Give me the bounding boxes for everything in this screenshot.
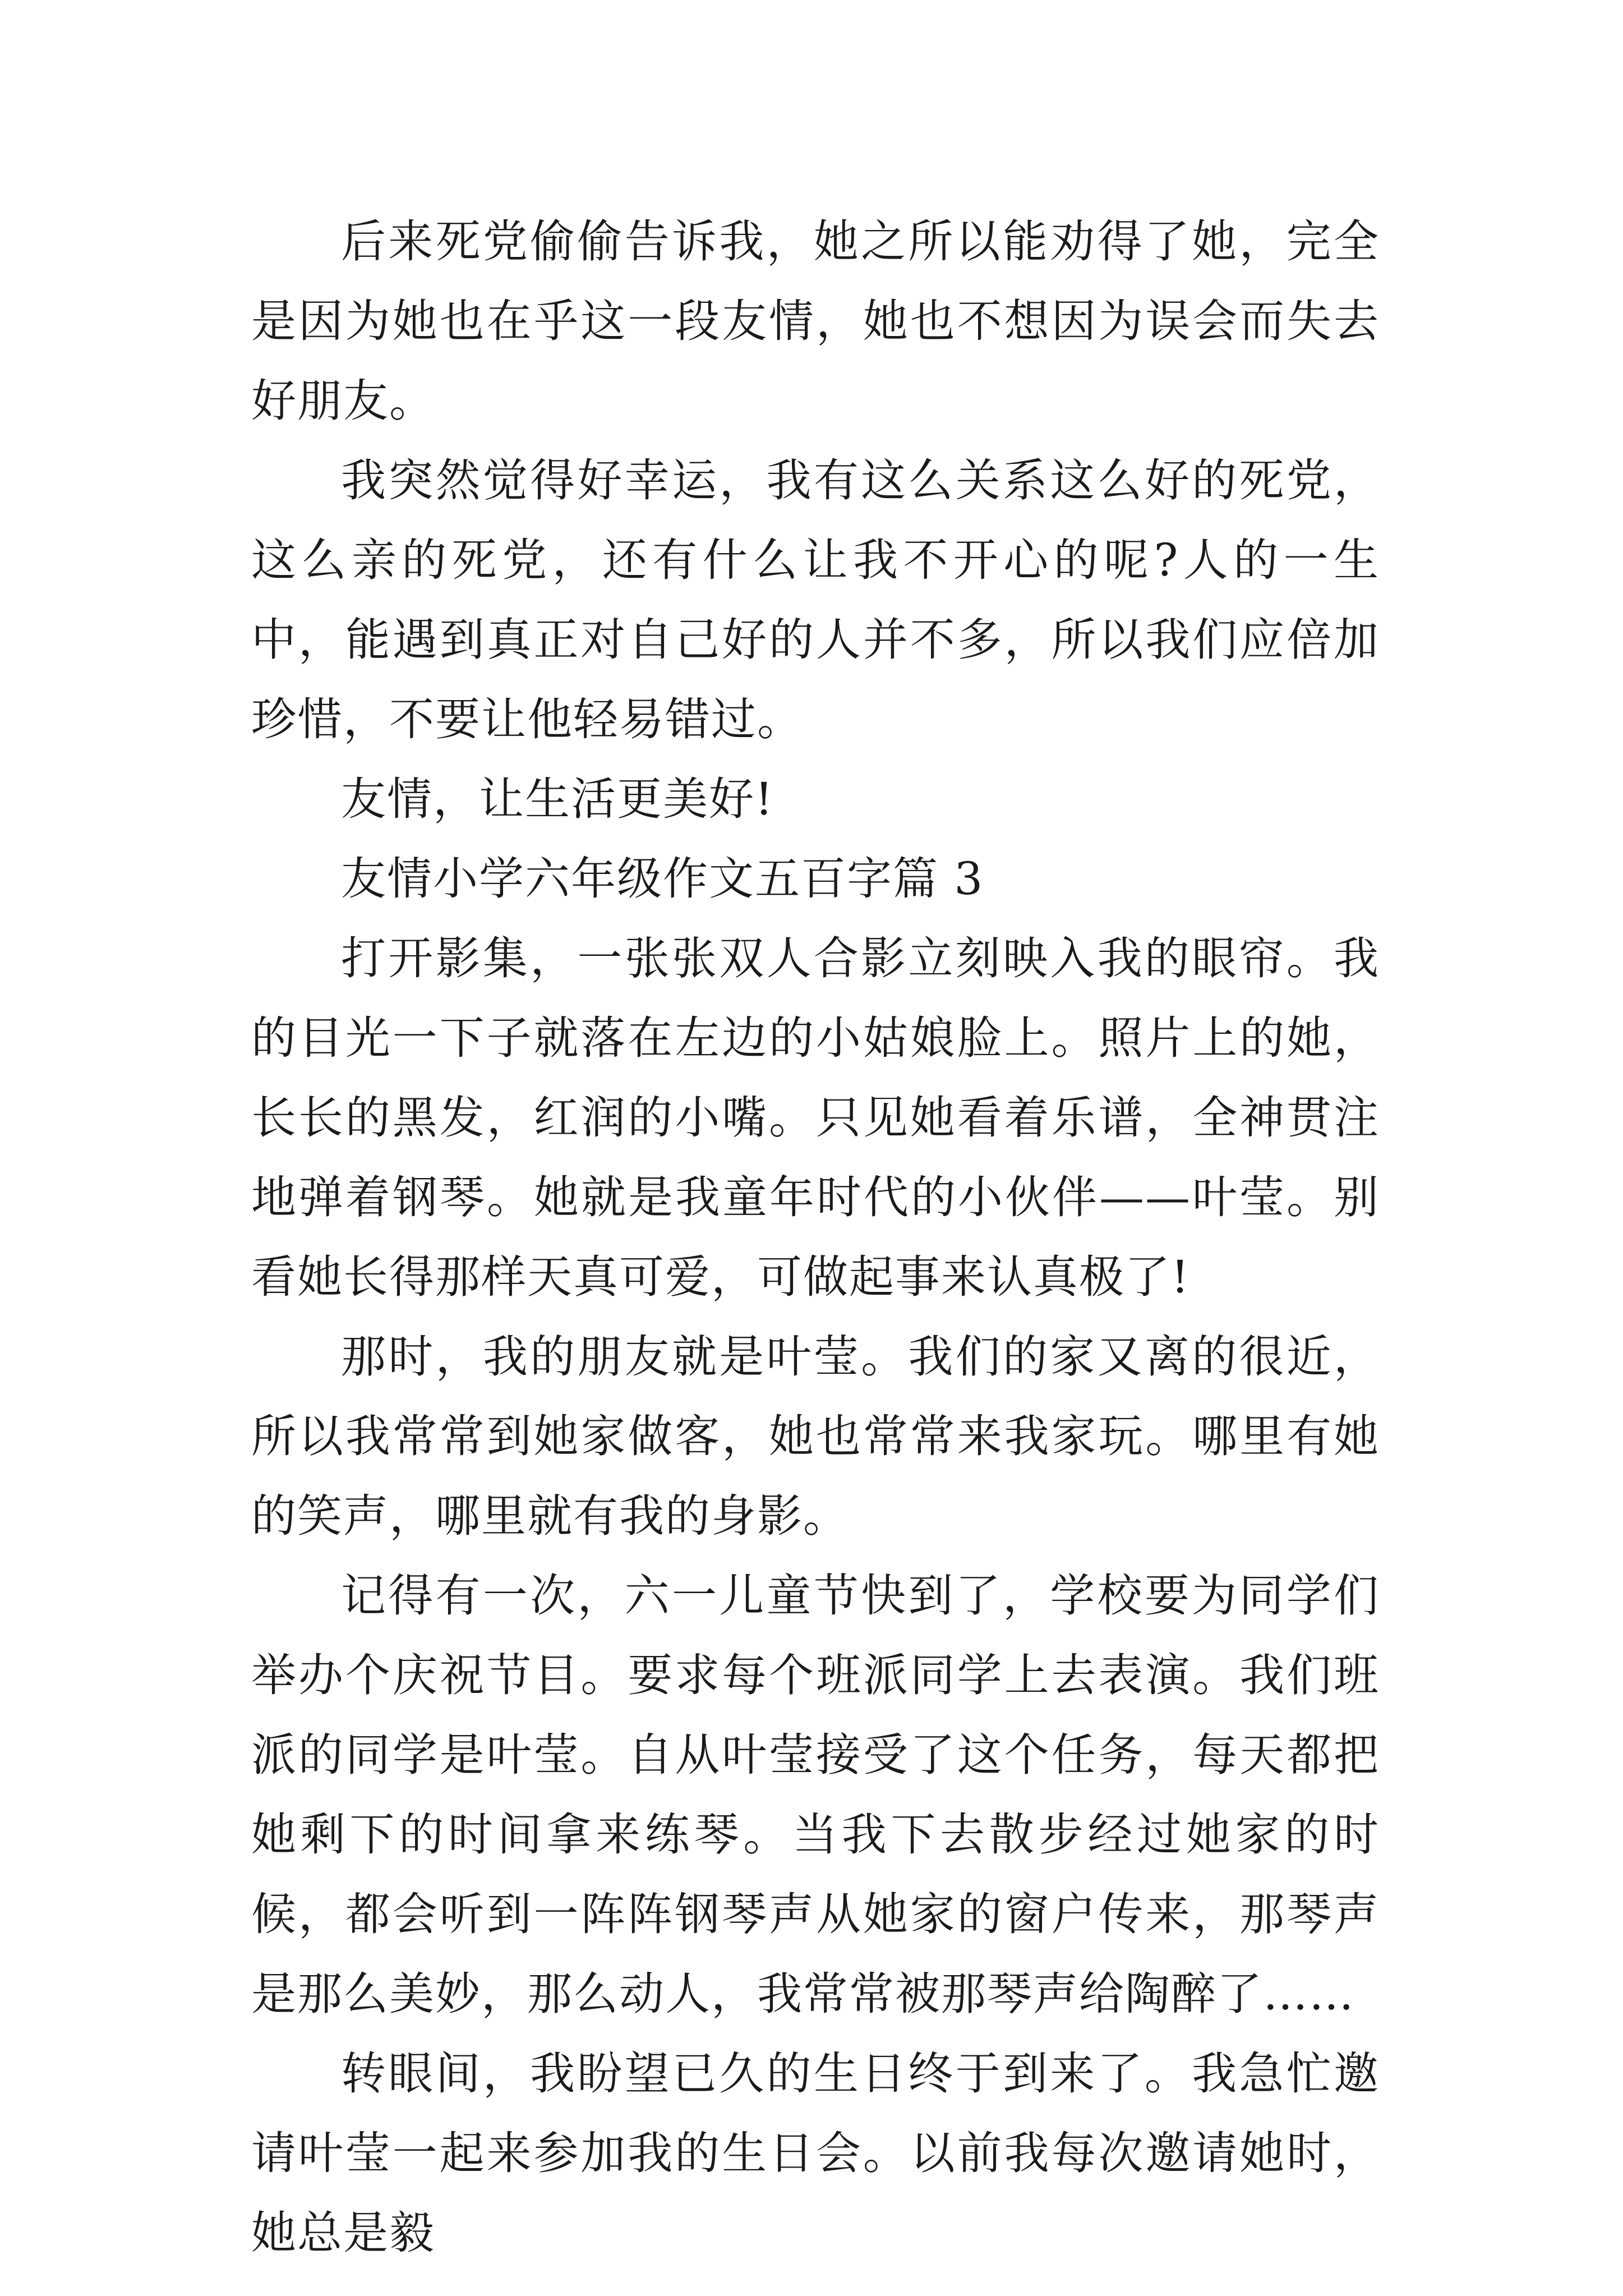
paragraph-8: 转眼间，我盼望已久的生日终于到来了。我急忙邀请叶莹一起来参加我的生日会。以前我每次邀请她时，她总是毅 [251, 2047, 1380, 2259]
section-heading: 友情小学六年级作文五百字篇 3 [341, 853, 984, 905]
document-page [251, 202, 1380, 2273]
paragraph-2: 我突然觉得好幸运，我有这么关系这么好的死党，这么亲的死党，还有什么让我不开心的呢?人的一生中，能遇到真正对自己好的人并不多，所以我们应倍加珍惜，不要让他轻易错过。 [251, 454, 1380, 746]
paragraph-7: 记得有一次，六一儿童节快到了，学校要为同学们举办个庆祝节目。要求每个班派同学上去表演。我们班派的同学是叶莹。自从叶莹接受了这个任务，每天都把她剩下的时间拿来练琴。当我下去散步经过她家的时候，都会听到一阵阵钢琴声从她家的窗户传来，那琴声是那么美妙，那么动人，我常常被那琴声给陶醉了…… [251, 1570, 1380, 2020]
paragraph-6: 那时，我的朋友就是叶莹。我们的家又离的很近，所以我常常到她家做客，她也常常来我家玩。哪里有她的笑声，哪里就有我的身影。 [251, 1331, 1380, 1542]
paragraph-3: 友情，让生活更美好! [341, 773, 774, 825]
paragraph-1: 后来死党偷偷告诉我，她之所以能劝得了她，完全是因为她也在乎这一段友情，她也不想因为误会而失去好朋友。 [251, 215, 1380, 427]
paragraph-5: 打开影集，一张张双人合影立刻映入我的眼帘。我的目光一下子就落在左边的小姑娘脸上。照片上的她，长长的黑发，红润的小嘴。只见她看着乐谱，全神贯注地弹着钢琴。她就是我童年时代的小伙伴——叶莹。别看她长得那样天真可爱，可做起事来认真极了! [251, 932, 1380, 1303]
